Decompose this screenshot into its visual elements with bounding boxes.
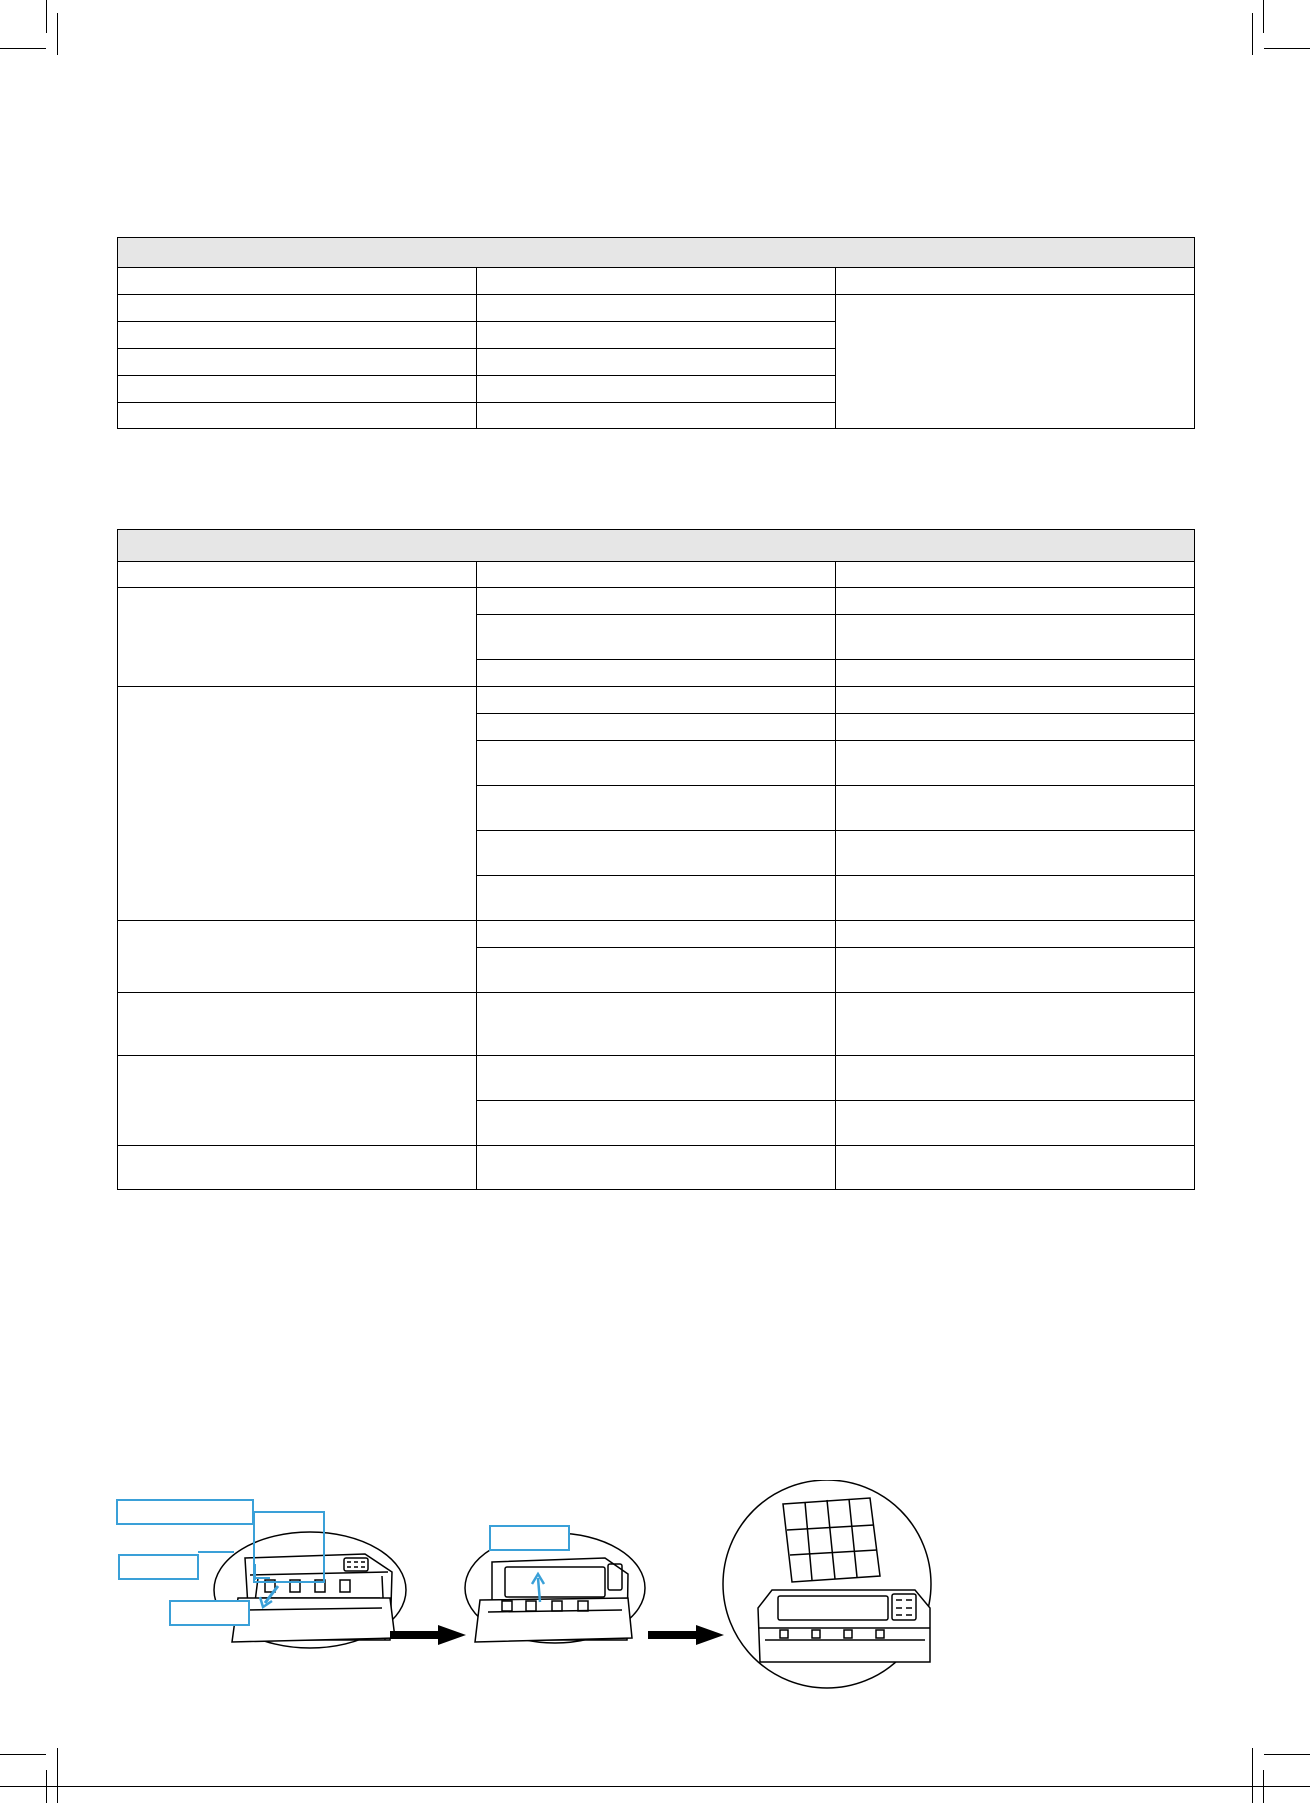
column-header (836, 562, 1195, 588)
table-cell (836, 831, 1195, 876)
table-cell (477, 1146, 836, 1190)
table-cell (118, 1056, 477, 1146)
table-cell (836, 1146, 1195, 1190)
table-cell (836, 993, 1195, 1056)
maintenance-illustration (100, 1480, 960, 1690)
table-cell (477, 714, 836, 741)
table-cell (118, 376, 477, 403)
table-cell (118, 403, 477, 429)
table-cell (477, 741, 836, 786)
table-cell (477, 615, 836, 660)
callout-boxes (117, 1500, 253, 1625)
table-cell (836, 921, 1195, 948)
table-2 (117, 529, 1195, 1190)
table-header (118, 530, 1195, 562)
table-cell (118, 322, 477, 349)
table-cell (477, 295, 836, 322)
table-cell (836, 687, 1195, 714)
machine-removed-panel-icon (723, 1480, 931, 1688)
table-cell (836, 588, 1195, 615)
table-cell (836, 786, 1195, 831)
table-cell (477, 322, 836, 349)
table-cell (477, 921, 836, 948)
table-cell (836, 615, 1195, 660)
table-cell (477, 1056, 836, 1101)
table-cell (836, 1056, 1195, 1101)
column-header (118, 268, 477, 295)
machine-open-cover-icon (214, 1532, 406, 1648)
table-cell (477, 588, 836, 615)
table-cell (477, 993, 836, 1056)
table-cell (477, 660, 836, 687)
arrow-right-icon (390, 1625, 466, 1645)
table-cell (477, 831, 836, 876)
table-cell (836, 660, 1195, 687)
column-header (477, 268, 836, 295)
table-cell (836, 295, 1195, 429)
table-cell (118, 993, 477, 1056)
table-cell (836, 1101, 1195, 1146)
table-cell (836, 948, 1195, 993)
column-header (836, 268, 1195, 295)
table-cell (477, 1101, 836, 1146)
table-cell (477, 876, 836, 921)
table-cell (477, 687, 836, 714)
table-cell (118, 295, 477, 322)
table-cell (118, 687, 477, 921)
table-cell (477, 403, 836, 429)
table-cell (836, 876, 1195, 921)
table-cell (836, 741, 1195, 786)
table-cell (118, 349, 477, 376)
table-cell (477, 786, 836, 831)
column-header (118, 562, 477, 588)
table-cell (477, 376, 836, 403)
table-cell (118, 588, 477, 687)
table-cell (836, 714, 1195, 741)
arrow-right-icon (648, 1625, 724, 1645)
table-cell (477, 948, 836, 993)
callout-box (490, 1526, 569, 1550)
table-cell (118, 921, 477, 993)
table-header (118, 238, 1195, 268)
table-cell (477, 349, 836, 376)
table-cell (118, 1146, 477, 1190)
table-1 (117, 237, 1195, 429)
column-header (477, 562, 836, 588)
